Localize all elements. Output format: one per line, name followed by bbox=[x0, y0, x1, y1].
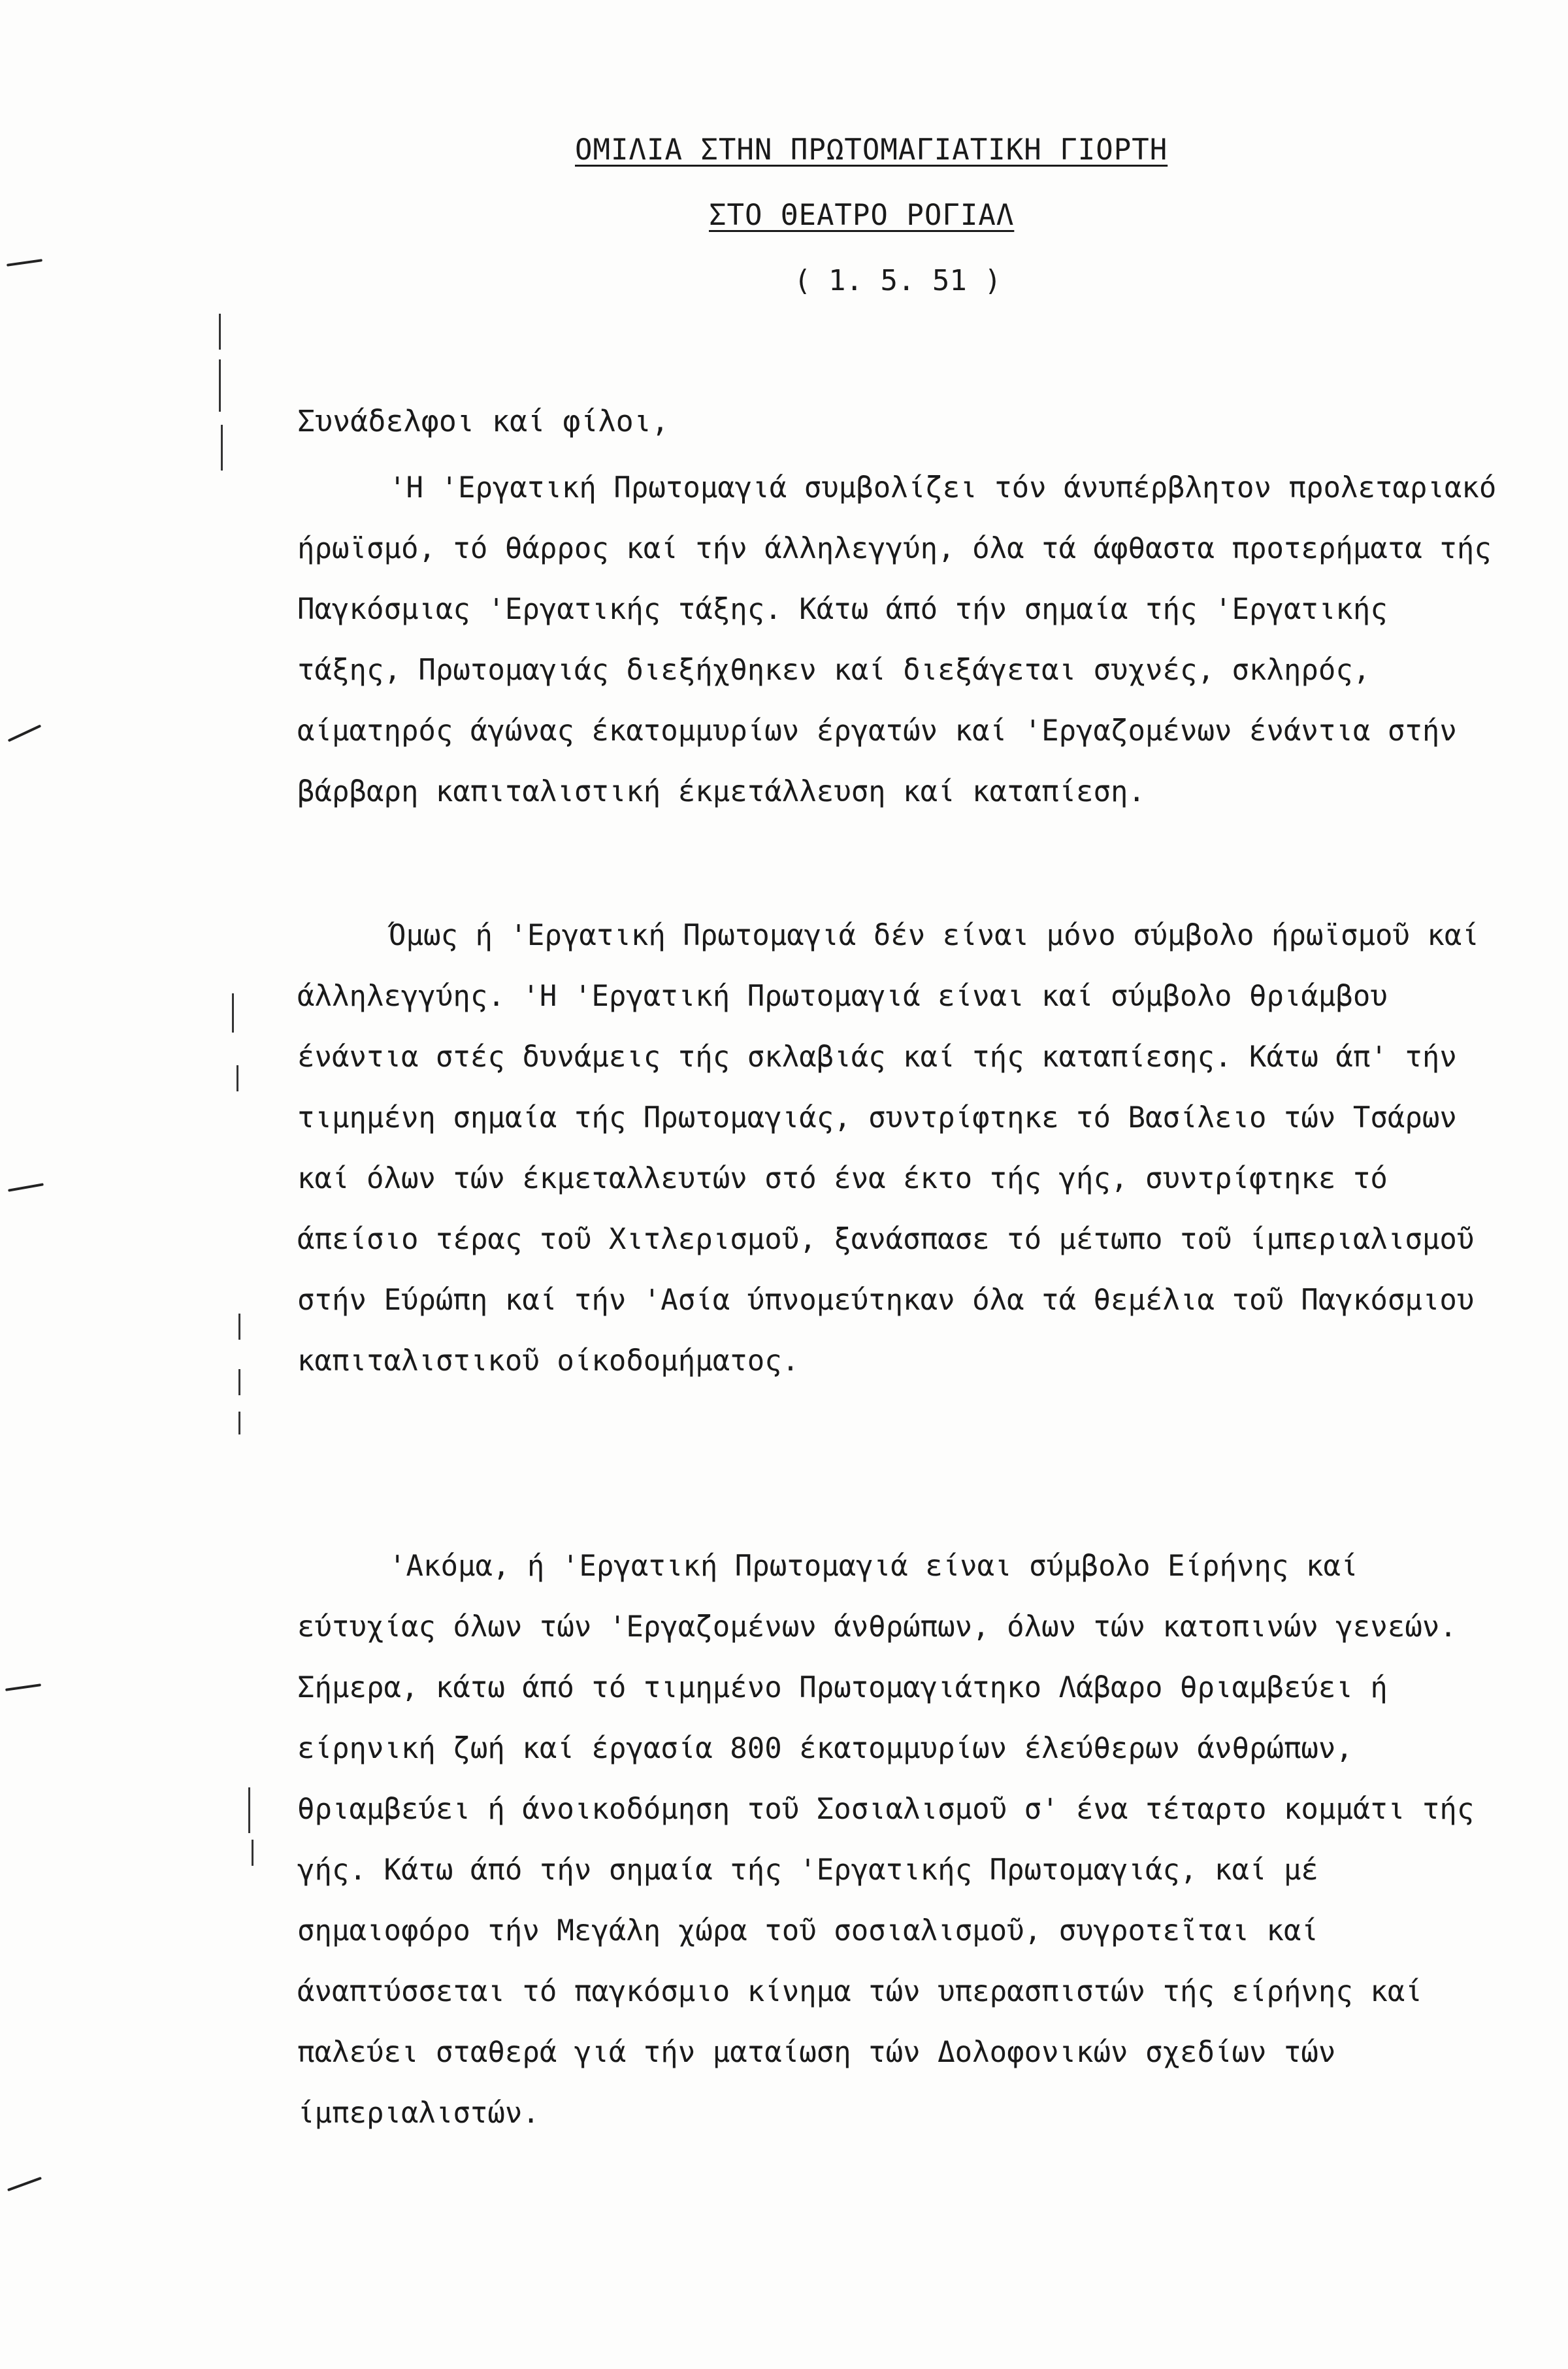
margin-line bbox=[219, 359, 221, 412]
scan-mark bbox=[7, 259, 42, 267]
margin-line bbox=[232, 993, 234, 1033]
scan-mark bbox=[5, 1683, 41, 1691]
margin-line bbox=[248, 1787, 250, 1833]
margin-line bbox=[221, 425, 223, 471]
paragraph: 'Ακόμα, ή 'Εργατική Πρωτομαγιά είναι σύμβολο Είρήνης καί εύτυχίας όλων τών 'Εργαζομένων άνθρώπων, όλων τών κατοπινών γενεών. Σήμερα, κάτω άπό τό τιμημένο Πρωτομαγιάτηκο Λάβαρο θριαμβεύει ή είρηνική ζωή καί έργασία 800 έκατομμυρίων έλεύθερων άνθρώπων, θριαμβεύει ή άνοικοδόμηση τοῦ Σοσιαλισμοῦ σ' ένα τέταρτο κομμάτι τής γής. Κάτω άπό τήν σημαία τής 'Εργατικής Πρωτομαγιάς, καί μέ σημαιοφόρο τήν Μεγάλη χώρα τοῦ σοσιαλισμοῦ, συγροτεῖται καί άναπτύσσεται τό παγκόσμιο κίνημα τών υπερασπιστών τής είρήνης καί παλεύει σταθερά γιά τήν ματαίωση τών Δολοφονικών σχεδίων τών ίμπεριαλιστών. bbox=[297, 1549, 1475, 2130]
scan-mark bbox=[8, 725, 42, 742]
scan-mark bbox=[7, 2177, 42, 2192]
salutation: Συνάδελφοι καί φίλοι, bbox=[297, 404, 669, 439]
margin-line bbox=[219, 314, 221, 350]
document-date: ( 1. 5. 51 ) bbox=[794, 264, 1002, 297]
margin-line bbox=[237, 1065, 238, 1091]
paragraph: 'Η 'Εργατική Πρωτομαγιά συμβολίζει τόν άνυπέρβλητον προλεταριακό ήρωϊσμό, τό θάρρος καί τήν άλληλεγγύη, όλα τά άφθαστα προτερήματα τής Παγκόσμιας 'Εργατικής τάξης. Κάτω άπό τήν σημαία τής 'Εργατικής τάξης, Πρωτομαγιάς διεξήχθηκεν καί διεξάγεται συχνές, σκληρός, αίματηρός άγώνας έκατομμυρίων έργατών καί 'Εργαζομένων ένάντια στήν βάρβαρη καπιταλιστική έκμετάλλευση καί καταπίεση. bbox=[297, 471, 1497, 808]
margin-line bbox=[238, 1314, 240, 1340]
margin-line bbox=[252, 1840, 253, 1866]
document-title: ΟΜΙΛΙΑ ΣΤΗΝ ΠΡΩΤΟΜΑΓΙΑΤΙΚΗ ΓΙΟΡΤΗ bbox=[575, 133, 1168, 167]
margin-line bbox=[238, 1369, 240, 1395]
document-subtitle: ΣΤΟ ΘΕΑΤΡΟ ΡΟΓΙΑΛ bbox=[709, 199, 1015, 232]
paragraph: Όμως ή 'Εργατική Πρωτομαγιά δέν είναι μόνο σύμβολο ήρωϊσμοῦ καί άλληλεγγύης. 'Η 'Εργατική Πρωτομαγιά είναι καί σύμβολο θριάμβου ένάντια στές δυνάμεις τής σκλαβιάς καί τής καταπίεσης. Κάτω άπ' τήν τιμημένη σημαία τής Πρωτομαγιάς, συντρίφτηκε τό Βασίλειο τών Τσάρων καί όλων τών έκμεταλλευτών στό ένα έκτο τής γής, συντρίφτηκε τό άπείσιο τέρας τοῦ Χιτλερισμοῦ, ξανάσπασε τό μέτωπο τοῦ ίμπεριαλισμοῦ στήν Εύρώπη καί τήν 'Ασία ύπνομεύτηκαν όλα τά θεμέλια τοῦ Παγκόσμιου καπιταλιστικοῦ οίκοδομήματος. bbox=[297, 919, 1479, 1378]
scan-mark bbox=[8, 1183, 44, 1191]
margin-line bbox=[238, 1412, 240, 1434]
